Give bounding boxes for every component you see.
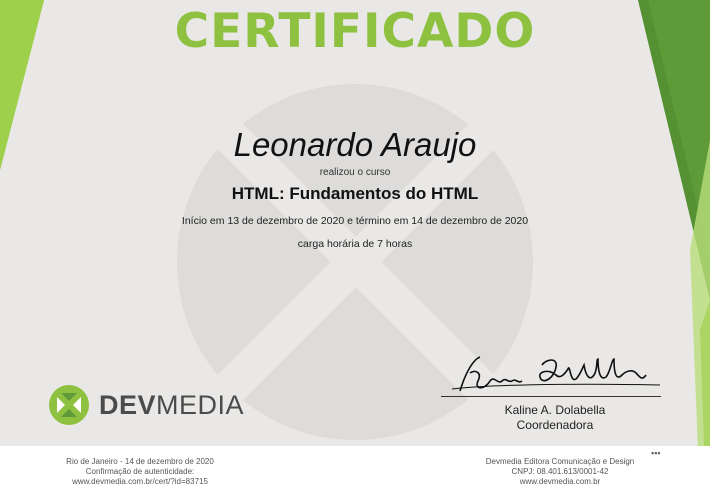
footer-left xyxy=(40,457,240,487)
devmedia-logo-text: DEVMEDIA xyxy=(99,390,245,420)
devmedia-logo xyxy=(47,383,245,427)
footer-website[interactable]: www.devmedia.com.br xyxy=(519,477,601,486)
footer-cnpj: CNPJ: 08.401.613/0001-42 xyxy=(511,467,609,476)
devmedia-logo-icon xyxy=(47,383,91,427)
signatory-name: Kaline A. Dolabella xyxy=(504,403,606,417)
handwritten-signature-icon xyxy=(446,351,664,399)
footer-right xyxy=(462,457,658,487)
footer-auth-url[interactable]: www.devmedia.com.br/cert/?id=83715 xyxy=(72,477,208,486)
certificate-title: CERTIFICADO xyxy=(174,4,536,59)
footer-place-date: Rio de Janeiro - 14 de dezembro de 2020 xyxy=(66,457,214,466)
footer-auth-label: Confirmação de autenticidade: xyxy=(85,467,195,476)
completed-course-text: realizou o curso xyxy=(319,167,391,178)
more-options-icon[interactable]: ▪▪▪ xyxy=(651,448,661,458)
signatory-role: Coordenadora xyxy=(516,418,594,432)
course-dates: Início em 13 de dezembro de 2020 e término em 14 de dezembro de 2020 xyxy=(181,215,529,227)
course-name: HTML: Fundamentos do HTML xyxy=(231,184,479,203)
footer-company: Devmedia Editora Comunicação e Design xyxy=(485,457,635,466)
recipient-name: Leonardo Araujo xyxy=(233,126,477,163)
course-hours: carga horária de 7 horas xyxy=(297,238,413,250)
signature-line xyxy=(441,396,661,397)
